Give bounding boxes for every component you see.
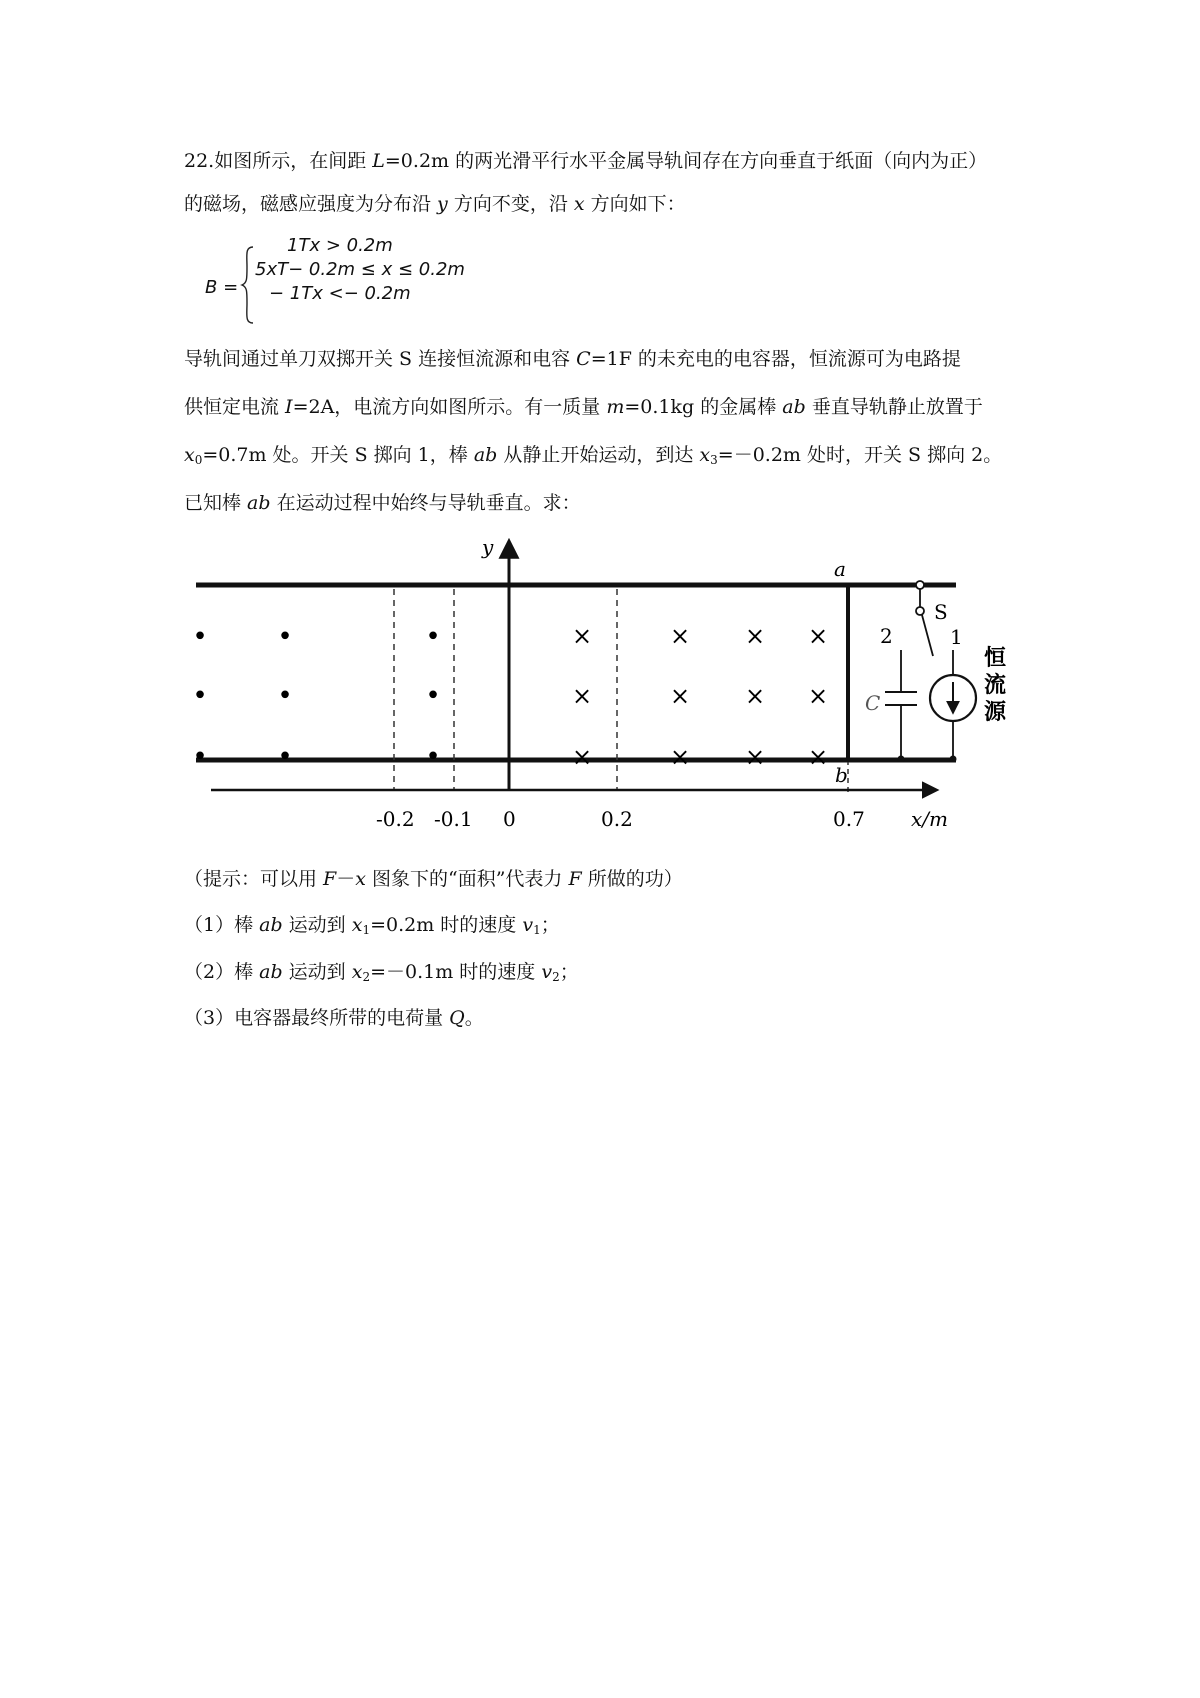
capacitor-label: C xyxy=(865,691,881,715)
field-out-dot: • xyxy=(425,622,441,652)
var-ab: ab xyxy=(247,492,271,514)
field-out-dot: • xyxy=(277,742,293,772)
var-v: v xyxy=(522,914,534,936)
field-out-markers xyxy=(192,622,440,772)
text: 供恒定电流 xyxy=(184,396,286,418)
text: 运动到 xyxy=(282,961,352,983)
text: 的磁场，磁感应强度为分布沿 xyxy=(184,193,438,215)
problem-line-2 xyxy=(184,189,1034,216)
switch-blade xyxy=(922,615,933,656)
text: 方向如下： xyxy=(584,193,686,215)
switch-label: S xyxy=(934,600,948,624)
var-x: x xyxy=(355,868,366,890)
text: =0.1kg 的金属棒 xyxy=(624,396,783,418)
text: 。 xyxy=(464,1007,484,1029)
text: =0.2m 时的速度 xyxy=(370,914,523,936)
var-F: F xyxy=(568,868,582,890)
var-F: F xyxy=(323,868,337,890)
text: 导轨间通过单刀双掷开关 S 连接恒流源和电容 xyxy=(184,348,577,370)
field-in-cross: × xyxy=(571,743,593,771)
var-C: C xyxy=(576,348,591,370)
problem-line-6 xyxy=(184,488,1034,515)
hint-line xyxy=(184,864,1034,891)
text: =0.2m 的两光滑平行水平金属导轨间存在方向垂直于纸面（向内为正） xyxy=(384,150,988,172)
tick-label: -0.2 xyxy=(376,807,415,831)
text: 运动到 xyxy=(282,914,352,936)
field-in-cross: × xyxy=(571,622,593,650)
question-3 xyxy=(184,1003,1034,1030)
var-v: v xyxy=(541,961,553,983)
var-ab: ab xyxy=(259,914,283,936)
field-in-markers xyxy=(572,622,828,771)
var-ab: ab xyxy=(473,444,498,466)
left-brace-icon xyxy=(241,245,255,325)
text: =－0.2m 处时，开关 S 掷向 2。 xyxy=(717,444,1003,466)
tick-label: 0.2 xyxy=(601,807,633,831)
field-in-cross: × xyxy=(807,682,829,710)
y-axis-label: y xyxy=(482,535,494,559)
text: 已知棒 xyxy=(184,492,248,514)
text: =0.7m 处。开关 S 掷向 1，棒 xyxy=(202,444,474,466)
field-in-cross: × xyxy=(669,743,691,771)
var-y: y xyxy=(437,193,448,215)
tick-label: 0 xyxy=(503,807,516,831)
formula-case-2: 5xT− 0.2m ≤ x ≤ 0.2m xyxy=(255,259,465,280)
var-m: m xyxy=(606,396,625,418)
tick-label: -0.1 xyxy=(434,807,473,831)
field-out-dot: • xyxy=(277,622,293,652)
rail-circuit-diagram xyxy=(192,532,1036,837)
var-ab: ab xyxy=(259,961,283,983)
field-in-cross: × xyxy=(744,682,766,710)
text: （2）棒 xyxy=(184,961,260,983)
text: ； xyxy=(540,914,560,936)
field-in-cross: × xyxy=(669,622,691,650)
var-x: x xyxy=(351,914,363,936)
formula-case-1: 1Tx > 0.2m xyxy=(287,235,393,256)
text: ； xyxy=(559,961,579,983)
field-out-dot: • xyxy=(277,681,293,711)
text: =1F 的未充电的电容器，恒流源可为电路提 xyxy=(590,348,961,370)
field-in-cross: × xyxy=(744,743,766,771)
current-source-label xyxy=(984,645,1014,725)
source-junction xyxy=(950,756,957,763)
switch-pivot xyxy=(916,581,924,589)
text: =－0.1m 时的速度 xyxy=(370,961,542,983)
text: 图象下的“面积”代表力 xyxy=(365,868,569,890)
text: 在运动过程中始终与导轨垂直。求： xyxy=(270,492,581,514)
source-label-char: 恒 xyxy=(984,645,1007,671)
problem-line-4 xyxy=(184,392,1034,419)
var-L: L xyxy=(372,150,385,172)
field-in-cross: × xyxy=(571,682,593,710)
source-label-char: 源 xyxy=(984,699,1007,725)
field-out-dot: • xyxy=(192,622,208,652)
field-out-dot: • xyxy=(192,681,208,711)
magnetic-field-formula xyxy=(205,235,505,333)
capacitor-junction xyxy=(898,756,905,763)
formula-lhs: B = xyxy=(205,277,239,298)
var-x: x xyxy=(351,961,363,983)
formula-case-3: − 1Tx <− 0.2m xyxy=(269,283,411,304)
text: =2A，电流方向如图所示。有一质量 xyxy=(292,396,607,418)
subscript: 1 xyxy=(533,923,541,937)
subscript: 0 xyxy=(194,453,203,467)
field-in-cross: × xyxy=(807,622,829,650)
text: 22.如图所示，在间距 xyxy=(184,150,373,172)
contact-1-label: 1 xyxy=(950,625,963,649)
text: （1）棒 xyxy=(184,914,260,936)
x-axis-label: x/m xyxy=(911,807,948,831)
var-Q: Q xyxy=(449,1007,465,1029)
field-out-dot: • xyxy=(425,681,441,711)
field-in-cross: × xyxy=(807,743,829,771)
text: （提示：可以用 xyxy=(184,868,324,890)
rod-label-a: a xyxy=(834,557,846,581)
field-in-cross: × xyxy=(669,682,691,710)
text: （3）电容器最终所带的电荷量 xyxy=(184,1007,450,1029)
field-out-dot: • xyxy=(192,742,208,772)
problem-line-1 xyxy=(184,146,1034,173)
var-x: x xyxy=(699,444,711,466)
problem-line-5 xyxy=(184,440,1034,467)
contact-2-label: 2 xyxy=(880,624,893,648)
text: 从静止开始运动，到达 xyxy=(497,444,700,466)
text: 垂直导轨静止放置于 xyxy=(805,396,983,418)
question-1 xyxy=(184,910,1034,937)
var-ab: ab xyxy=(782,396,806,418)
subscript: 1 xyxy=(362,923,371,937)
subscript: 2 xyxy=(552,970,560,984)
rod-label-b: b xyxy=(835,763,848,787)
switch-hinge xyxy=(916,607,924,615)
var-x: x xyxy=(573,193,585,215)
source-label-char: 流 xyxy=(984,672,1007,698)
var-x: x xyxy=(184,444,195,466)
text: 方向不变，沿 xyxy=(447,193,574,215)
question-2 xyxy=(184,957,1034,984)
field-in-cross: × xyxy=(744,622,766,650)
subscript: 2 xyxy=(362,970,371,984)
tick-label: 0.7 xyxy=(833,807,865,831)
var-I: I xyxy=(285,396,293,418)
field-out-dot: • xyxy=(425,742,441,772)
problem-line-3 xyxy=(184,344,1034,371)
subscript: 3 xyxy=(710,453,718,467)
text: 所做的功） xyxy=(581,868,683,890)
text: － xyxy=(336,868,356,890)
